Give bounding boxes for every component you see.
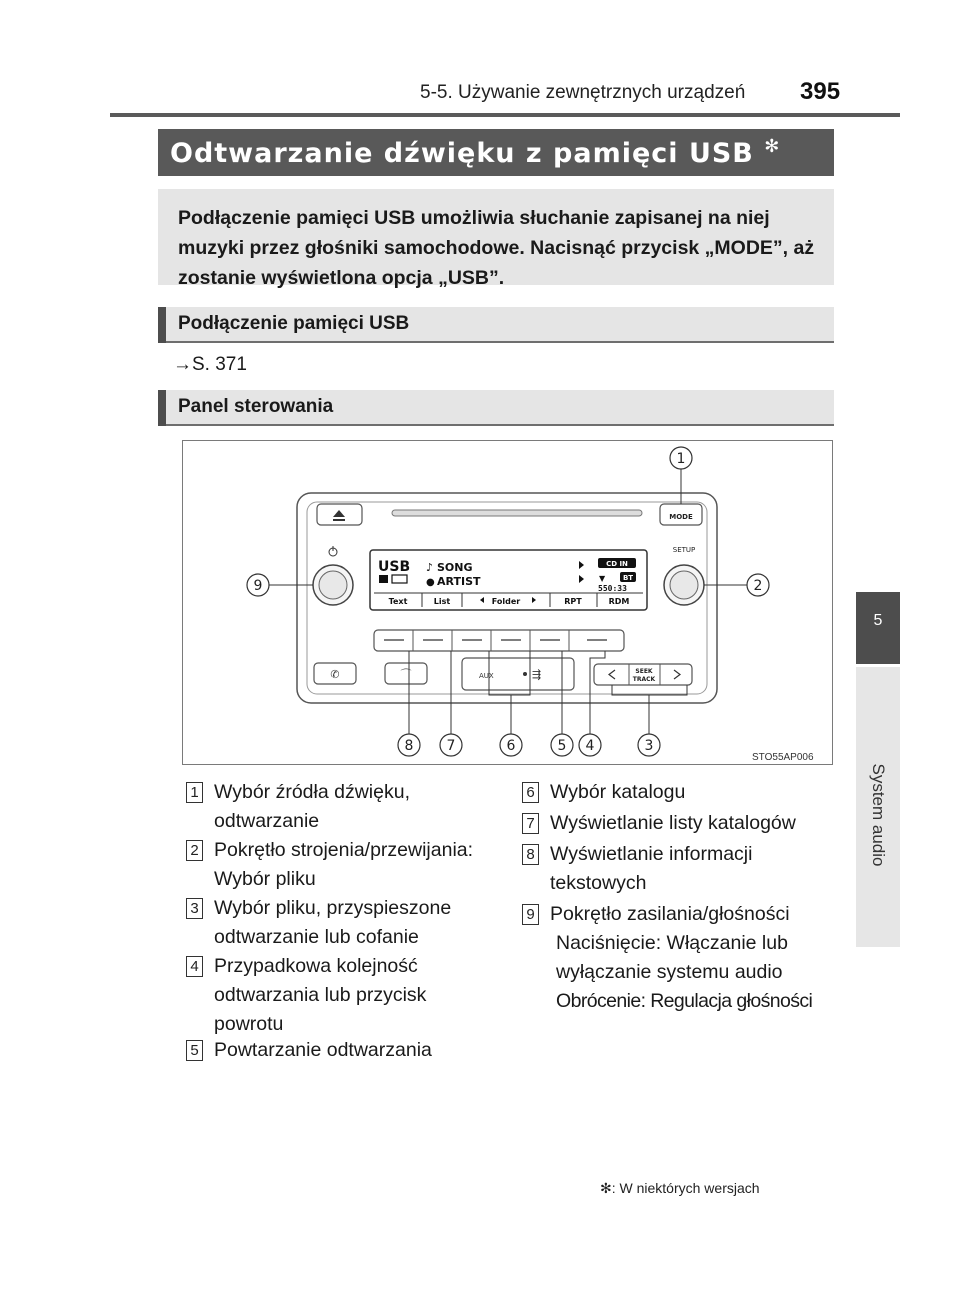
mode-button-label: MODE <box>669 513 693 521</box>
legend-item-9 <box>550 900 812 1016</box>
callout-label-5: 5 <box>557 738 567 754</box>
seek-label: SEEK <box>635 668 653 675</box>
signal-icon: ▼ <box>599 574 606 583</box>
legend-num-8: 8 <box>522 844 539 865</box>
legend-line: Wybór źródła dźwięku, <box>214 781 410 803</box>
header-rule <box>110 113 900 117</box>
section-title-control-panel: Panel sterowania <box>178 396 334 417</box>
legend-line: tekstowych <box>550 872 647 894</box>
legend-line: odtwarzanie <box>214 810 320 832</box>
hangup-icon: ⌒ <box>400 668 412 681</box>
callout-label-2: 2 <box>753 578 763 594</box>
track-label: TRACK <box>632 676 656 683</box>
legend-line: odtwarzanie lub cofanie <box>214 926 419 948</box>
title-asterisk: ✻ <box>764 136 781 157</box>
legend-item-8 <box>550 840 752 898</box>
figure-code: STO55AP006 <box>752 752 814 763</box>
footnote: ✻: W niektórych wersjach <box>600 1180 760 1196</box>
softkey-label-list: List <box>433 597 451 606</box>
legend-line: Obrócenie: Regulacja głośności <box>556 990 813 1012</box>
legend-num-3: 3 <box>186 898 203 919</box>
usb-icon: ⇶ <box>532 668 542 681</box>
softkey-label-folder: Folder <box>491 597 521 606</box>
page-title-text: Odtwarzanie dźwięku z pamięci USB <box>170 138 754 169</box>
legend-line: wyłączanie systemu audio <box>556 961 783 983</box>
page-number: 395 <box>800 78 841 105</box>
aux-label: AUX <box>479 672 494 680</box>
note-icon: ♪ <box>426 561 434 574</box>
page-title <box>170 136 780 169</box>
callout-label-1: 1 <box>676 451 686 467</box>
legend-num-2: 2 <box>186 840 203 861</box>
callout-label-3: 3 <box>644 738 654 754</box>
legend-line: Wyświetlanie informacji <box>550 843 753 865</box>
legend-line: Wybór pliku <box>214 868 316 890</box>
bt-badge: BT <box>622 574 634 582</box>
display-artist: ARTIST <box>437 575 481 588</box>
page-reference: →S. 371 <box>173 354 247 375</box>
chapter-label: System audio <box>869 763 888 867</box>
legend-num-1: 1 <box>186 782 203 803</box>
softkey-label-rdm: RDM <box>608 597 630 606</box>
legend-line: Pokrętło strojenia/przewijania: <box>214 839 474 861</box>
phone-icon: ✆ <box>330 668 340 681</box>
display-song: SONG <box>437 561 473 574</box>
radio-illustration <box>182 440 833 765</box>
cd-slot <box>392 510 642 516</box>
legend-item-7 <box>550 809 796 838</box>
legend-line: Przypadkowa kolejność <box>214 955 418 977</box>
callout-label-4: 4 <box>585 738 595 754</box>
softkey-row <box>374 630 624 651</box>
legend-item-3 <box>214 894 451 952</box>
legend-line: Wybór pliku, przyspieszone <box>214 897 452 919</box>
section-accent <box>158 307 166 343</box>
legend-num-6: 6 <box>522 782 539 803</box>
chapter-number: 5 <box>873 612 883 629</box>
legend-num-5: 5 <box>186 1040 203 1061</box>
softkey-label-text: Text <box>388 597 408 606</box>
legend-item-5 <box>214 1036 432 1065</box>
legend-line: Powtarzanie odtwarzania <box>214 1039 432 1061</box>
legend-line: powrotu <box>214 1013 284 1035</box>
legend-item-6 <box>550 778 685 807</box>
legend-num-4: 4 <box>186 956 203 977</box>
display-source: USB <box>378 559 411 575</box>
callout-label-8: 8 <box>404 738 414 754</box>
callout-label-6: 6 <box>506 738 516 754</box>
legend-item-1 <box>214 778 410 836</box>
callout-label-7: 7 <box>446 738 456 754</box>
section-accent <box>158 390 166 426</box>
intro-text: Podłączenie pamięci USB umożliwia słuchanie zapisanej na niej muzyki przez głośniki samochodowe. Nacisnąć przycisk „MODE”, aż zostanie wyświetlona opcja „USB”. <box>178 207 815 289</box>
legend-num-7: 7 <box>522 813 539 834</box>
legend-line: Pokrętło zasilania/głośności <box>550 903 790 925</box>
cd-in-badge: CD IN <box>606 560 628 568</box>
callout-label-9: 9 <box>253 578 263 594</box>
section-title-usb-connect: Podłączenie pamięci USB <box>178 313 410 334</box>
setup-label: SETUP <box>672 546 696 554</box>
display-time: 550:33 <box>598 584 627 593</box>
header-section-title: 5-5. Używanie zewnętrznych urządzeń <box>420 82 746 103</box>
legend-line: Wybór katalogu <box>550 781 686 803</box>
legend-item-4 <box>214 952 426 1039</box>
legend-line: Naciśnięcie: Włączanie lub <box>556 932 788 954</box>
legend-item-2 <box>214 836 473 894</box>
softkey-label-rpt: RPT <box>564 597 582 606</box>
legend-line: Wyświetlanie listy katalogów <box>550 812 796 834</box>
legend-line: odtwarzania lub przycisk <box>214 984 427 1006</box>
legend-num-9: 9 <box>522 904 539 925</box>
person-icon: ● <box>426 577 435 588</box>
